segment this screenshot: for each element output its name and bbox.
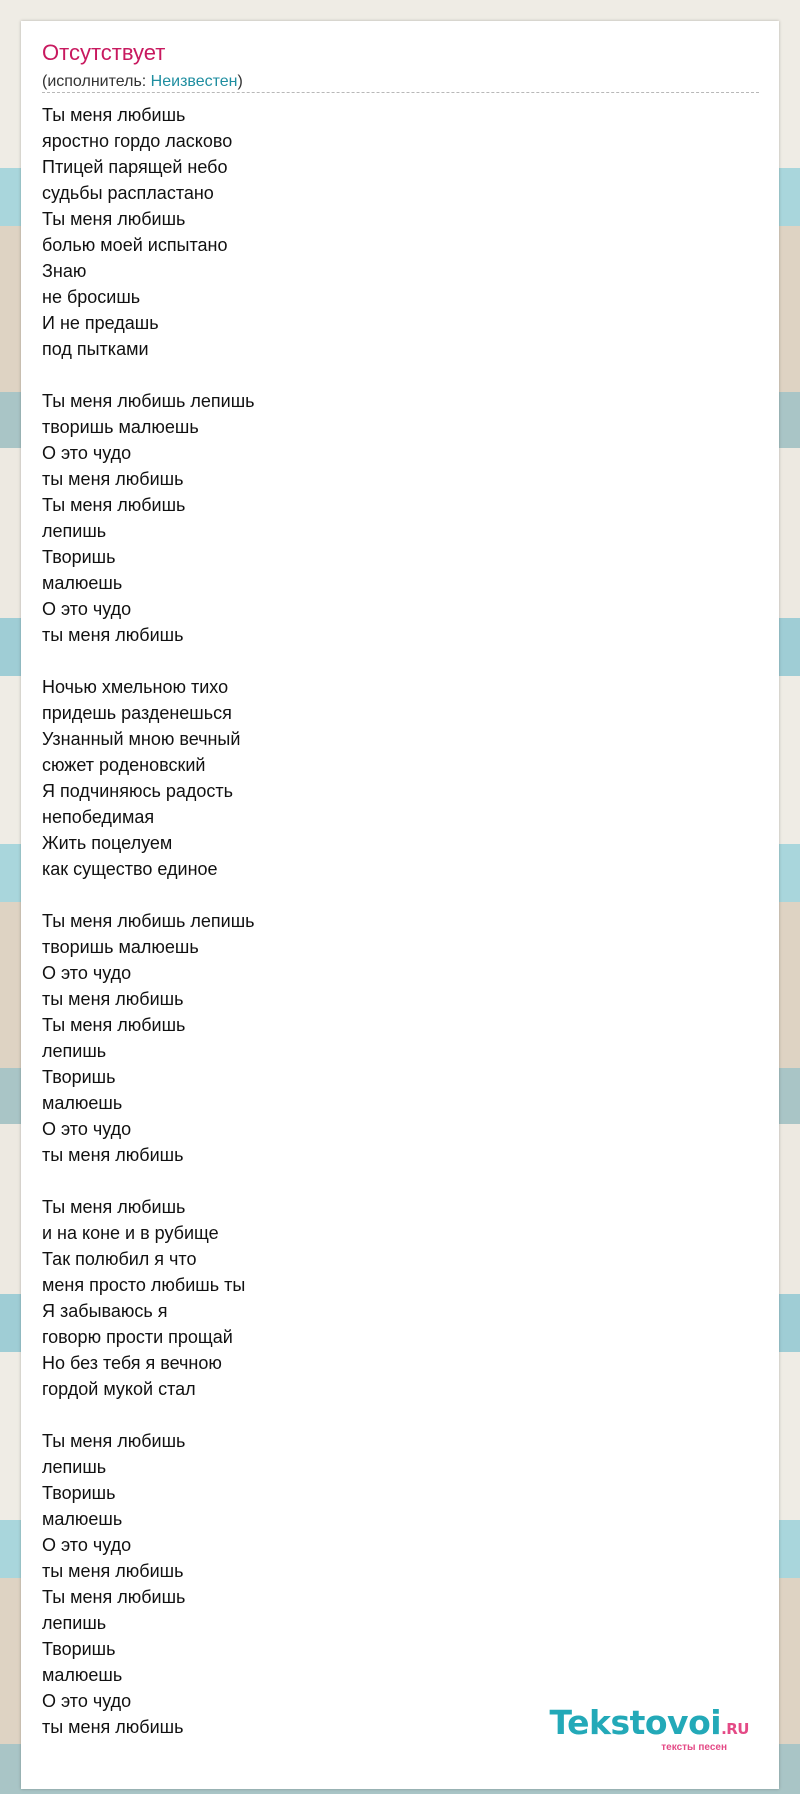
lyric-line: лепишь [42, 1457, 107, 1477]
lyric-line: Знаю [42, 261, 87, 281]
lyric-line: Я подчиняюсь радость [42, 781, 234, 801]
performer-line [42, 73, 243, 91]
performer-suffix: ) [237, 73, 243, 90]
lyric-line: Ты меня любишь [42, 1015, 186, 1035]
lyric-line: Я забываюсь я [42, 1301, 168, 1321]
lyric-line: лепишь [42, 1613, 107, 1633]
lyric-line: творишь малюешь [42, 937, 199, 957]
lyric-line: Так полюбил я что [42, 1249, 197, 1269]
lyric-line: непобедимая [42, 807, 155, 827]
lyric-line: Ты меня любишь [42, 1587, 186, 1607]
lyric-line: Ты меня любишь лепишь [42, 391, 255, 411]
lyric-line: Ты меня любишь [42, 209, 186, 229]
lyric-line: под пытками [42, 339, 149, 359]
lyric-line: Ночью хмельною тихо [42, 677, 229, 697]
lyric-line: Творишь [42, 1639, 116, 1659]
lyric-line: О это чудо [42, 599, 132, 619]
lyric-line: Птицей парящей небо [42, 157, 228, 177]
lyrics-text [42, 102, 255, 1740]
lyric-line: Ты меня любишь лепишь [42, 911, 255, 931]
lyric-line: Но без тебя я вечною [42, 1353, 222, 1373]
lyric-line: малюешь [42, 1093, 123, 1113]
lyric-line: малюешь [42, 1509, 123, 1529]
song-title: Отсутствует [42, 40, 166, 65]
lyric-line: Ты меня любишь [42, 105, 186, 125]
performer-link[interactable]: Неизвестен [150, 73, 238, 90]
stanza-break [42, 648, 255, 674]
lyric-line: О это чудо [42, 1119, 132, 1139]
lyric-line: не бросишь [42, 287, 141, 307]
lyric-line: Творишь [42, 1067, 116, 1087]
lyric-line: лепишь [42, 1041, 107, 1061]
lyric-line: Ты меня любишь [42, 495, 186, 515]
lyric-line: творишь малюешь [42, 417, 199, 437]
lyrics-card [21, 21, 779, 1789]
lyric-line: гордой мукой стал [42, 1379, 196, 1399]
logo-tld: .RU [721, 1720, 749, 1738]
lyric-line: Узнанный мною вечный [42, 729, 241, 749]
lyric-line: лепишь [42, 521, 107, 541]
stanza-break [42, 1402, 255, 1428]
lyric-line: Жить поцелуем [42, 833, 173, 853]
lyric-line: О это чудо [42, 443, 132, 463]
lyric-line: меня просто любишь ты [42, 1275, 246, 1295]
lyric-line: придешь разденешься [42, 703, 232, 723]
lyric-line: И не предашь [42, 313, 159, 333]
logo-tagline: тексты песен [661, 1742, 727, 1753]
divider [42, 92, 759, 93]
lyric-line: говорю прости прощай [42, 1327, 233, 1347]
lyric-line: ты меня любишь [42, 625, 184, 645]
lyric-line: малюешь [42, 573, 123, 593]
stanza-break [42, 362, 255, 388]
stanza-break [42, 882, 255, 908]
lyric-line: яростно гордо ласково [42, 131, 233, 151]
lyric-line: малюешь [42, 1665, 123, 1685]
lyric-line: болью моей испытано [42, 235, 228, 255]
lyric-line: ты меня любишь [42, 989, 184, 1009]
lyric-line: ты меня любишь [42, 469, 184, 489]
lyric-line: ты меня любишь [42, 1717, 184, 1737]
lyric-line: Ты меня любишь [42, 1431, 186, 1451]
lyric-line: как существо единое [42, 859, 218, 879]
lyric-line: О это чудо [42, 1691, 132, 1711]
site-logo[interactable] [549, 1703, 749, 1753]
lyric-line: Творишь [42, 547, 116, 567]
lyric-line: сюжет роденовский [42, 755, 206, 775]
lyric-line: Ты меня любишь [42, 1197, 186, 1217]
lyric-line: ты меня любишь [42, 1561, 184, 1581]
lyric-line: О это чудо [42, 963, 132, 983]
lyric-line: О это чудо [42, 1535, 132, 1555]
stanza-break [42, 1168, 255, 1194]
lyric-line: ты меня любишь [42, 1145, 184, 1165]
performer-prefix: (исполнитель: [42, 73, 151, 90]
logo-wordmark [549, 1703, 749, 1746]
lyric-line: и на коне и в рубище [42, 1223, 219, 1243]
logo-name: Tekstovoi [549, 1703, 722, 1742]
lyric-line: судьбы распластано [42, 183, 214, 203]
lyric-line: Творишь [42, 1483, 116, 1503]
